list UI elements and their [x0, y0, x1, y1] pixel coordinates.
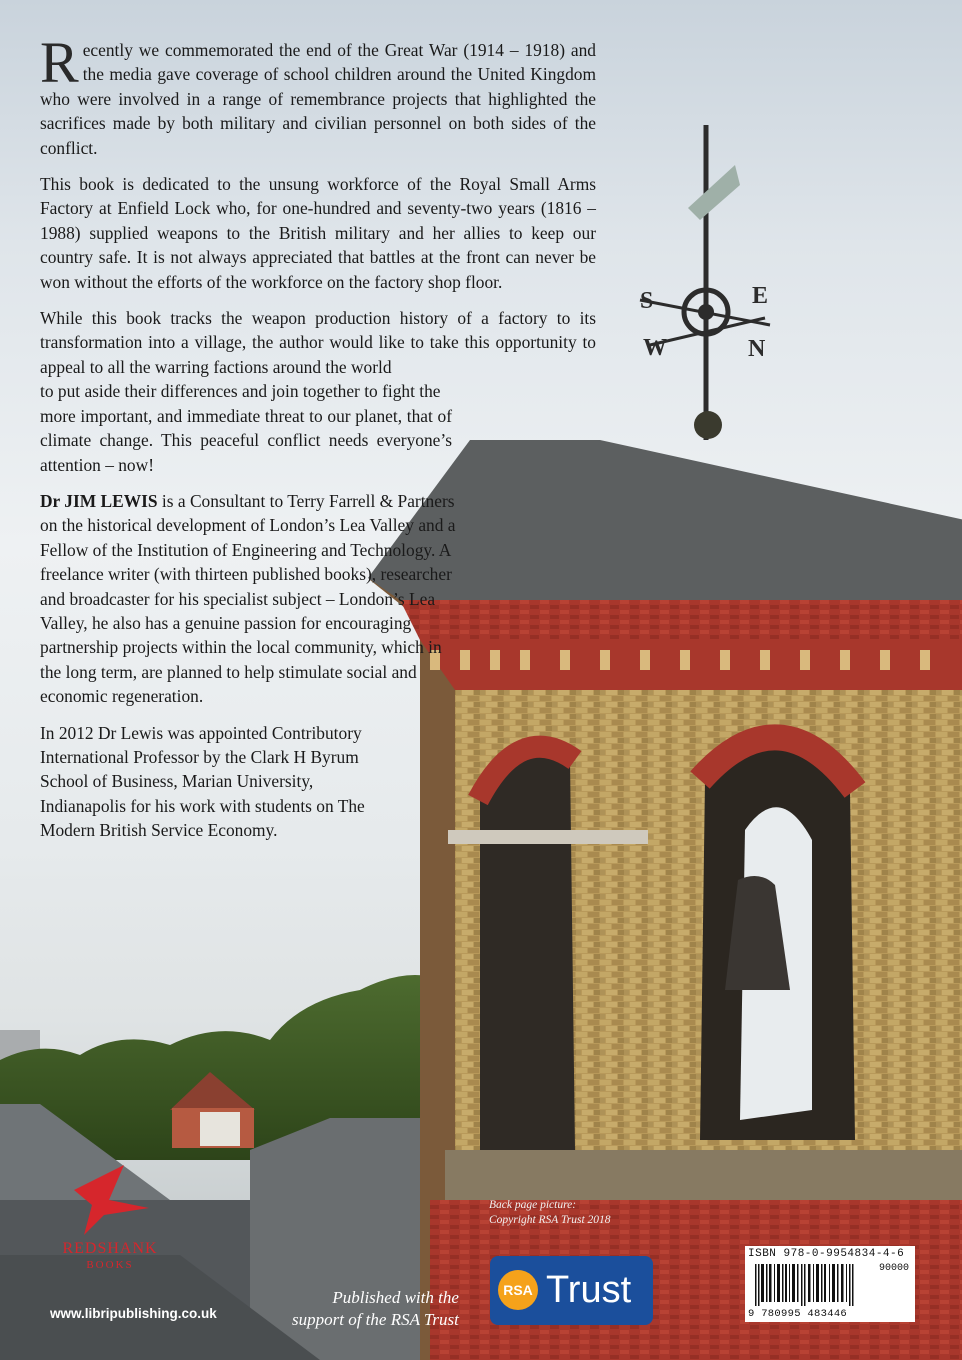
paragraph-intro-text: ecently we commemorated the end of the Great War (1914 – 1918) and the media gave coverage of school children around the United Kingdom who were involved in a range of remembrance projects that highlighted the sacrifices made by both military and civilian personnel on both sides of the conflict.: [40, 40, 596, 158]
paragraph-appeal: [40, 306, 596, 477]
barcode-bars: [755, 1264, 870, 1306]
paragraph-appeal-part3: more important, and immediate threat to our planet, that of climate change. This peaceful conflict needs everyone’s attention – now!: [40, 405, 452, 475]
photo-caption: [489, 1198, 611, 1228]
author-name: Dr JIM LEWIS: [40, 490, 158, 511]
caption-line1: Back page picture:: [489, 1199, 577, 1211]
paragraph-dedication: This book is dedicated to the unsung workforce of the Royal Small Arms Factory at Enfield Lock who, for one-hundred and seventy-two years (1816 – 1988) supplied weapons to the British military and her allies to keep our country safe. It is not always appreciated that battles at the front can never be won without the efforts of the workforce on the factory shop floor.: [40, 174, 596, 292]
isbn-digits: 9 780995 483446: [748, 1308, 848, 1320]
svg-text:S: S: [640, 288, 654, 314]
caption-line2: Copyright RSA Trust 2018: [489, 1214, 611, 1226]
isbn-price-addon: 90000: [878, 1263, 909, 1274]
rsa-badge: RSA: [498, 1270, 538, 1310]
support-line1: Published with the: [332, 1288, 459, 1307]
paragraph-intro: [40, 30, 596, 160]
author-appointment: In 2012 Dr Lewis was appointed Contributory International Professor by the Clark H Byrum School of Business, Marian University, Indianapolis for his work with students on The Modern British Service Economy.: [40, 722, 365, 841]
svg-text:W: W: [643, 335, 667, 361]
drop-cap: R: [40, 30, 79, 95]
rsa-trust-logo: [490, 1256, 653, 1325]
back-cover-text: [40, 30, 596, 855]
support-line2: support of the RSA Trust: [292, 1310, 459, 1329]
author-bio-text: is a Consultant to Terry Farrell & Partners on the historical development of London’s Lea Valley and a Fellow of the Institution of Engineering and Technology. A freelance writer (with thirteen published books), researcher and broadcaster for his specialist subject – London’s Lea Valley, he also has a genuine passion for encouraging partnership projects within the local community, which in the long term, are planned to help stimulate social and economic regeneration.: [40, 490, 456, 707]
paragraph-appeal-part2: to put aside their differences and join together to fight the: [40, 381, 441, 402]
svg-text:N: N: [748, 336, 766, 362]
paragraph-appeal-part1: While this book tracks the weapon production history of a factory to its transformation into a village, the author would like to take this opportunity to appeal to all the warring factions around the world: [40, 308, 596, 377]
publisher-logo-text: [40, 1241, 180, 1273]
redshank-bird-icon: [64, 1160, 154, 1240]
publisher-url[interactable]: www.libripublishing.co.uk: [50, 1306, 217, 1321]
isbn-label: ISBN 978-0-9954834-4-6: [748, 1248, 905, 1260]
publisher-logo-line2: BOOKS: [86, 1259, 134, 1271]
isbn-barcode: [745, 1246, 915, 1322]
support-statement: [292, 1287, 459, 1331]
svg-text:E: E: [752, 283, 769, 309]
author-bio: [40, 489, 460, 709]
publisher-logo-line1: REDSHANK: [62, 1240, 158, 1257]
rsa-wordmark: Trust: [546, 1269, 632, 1311]
